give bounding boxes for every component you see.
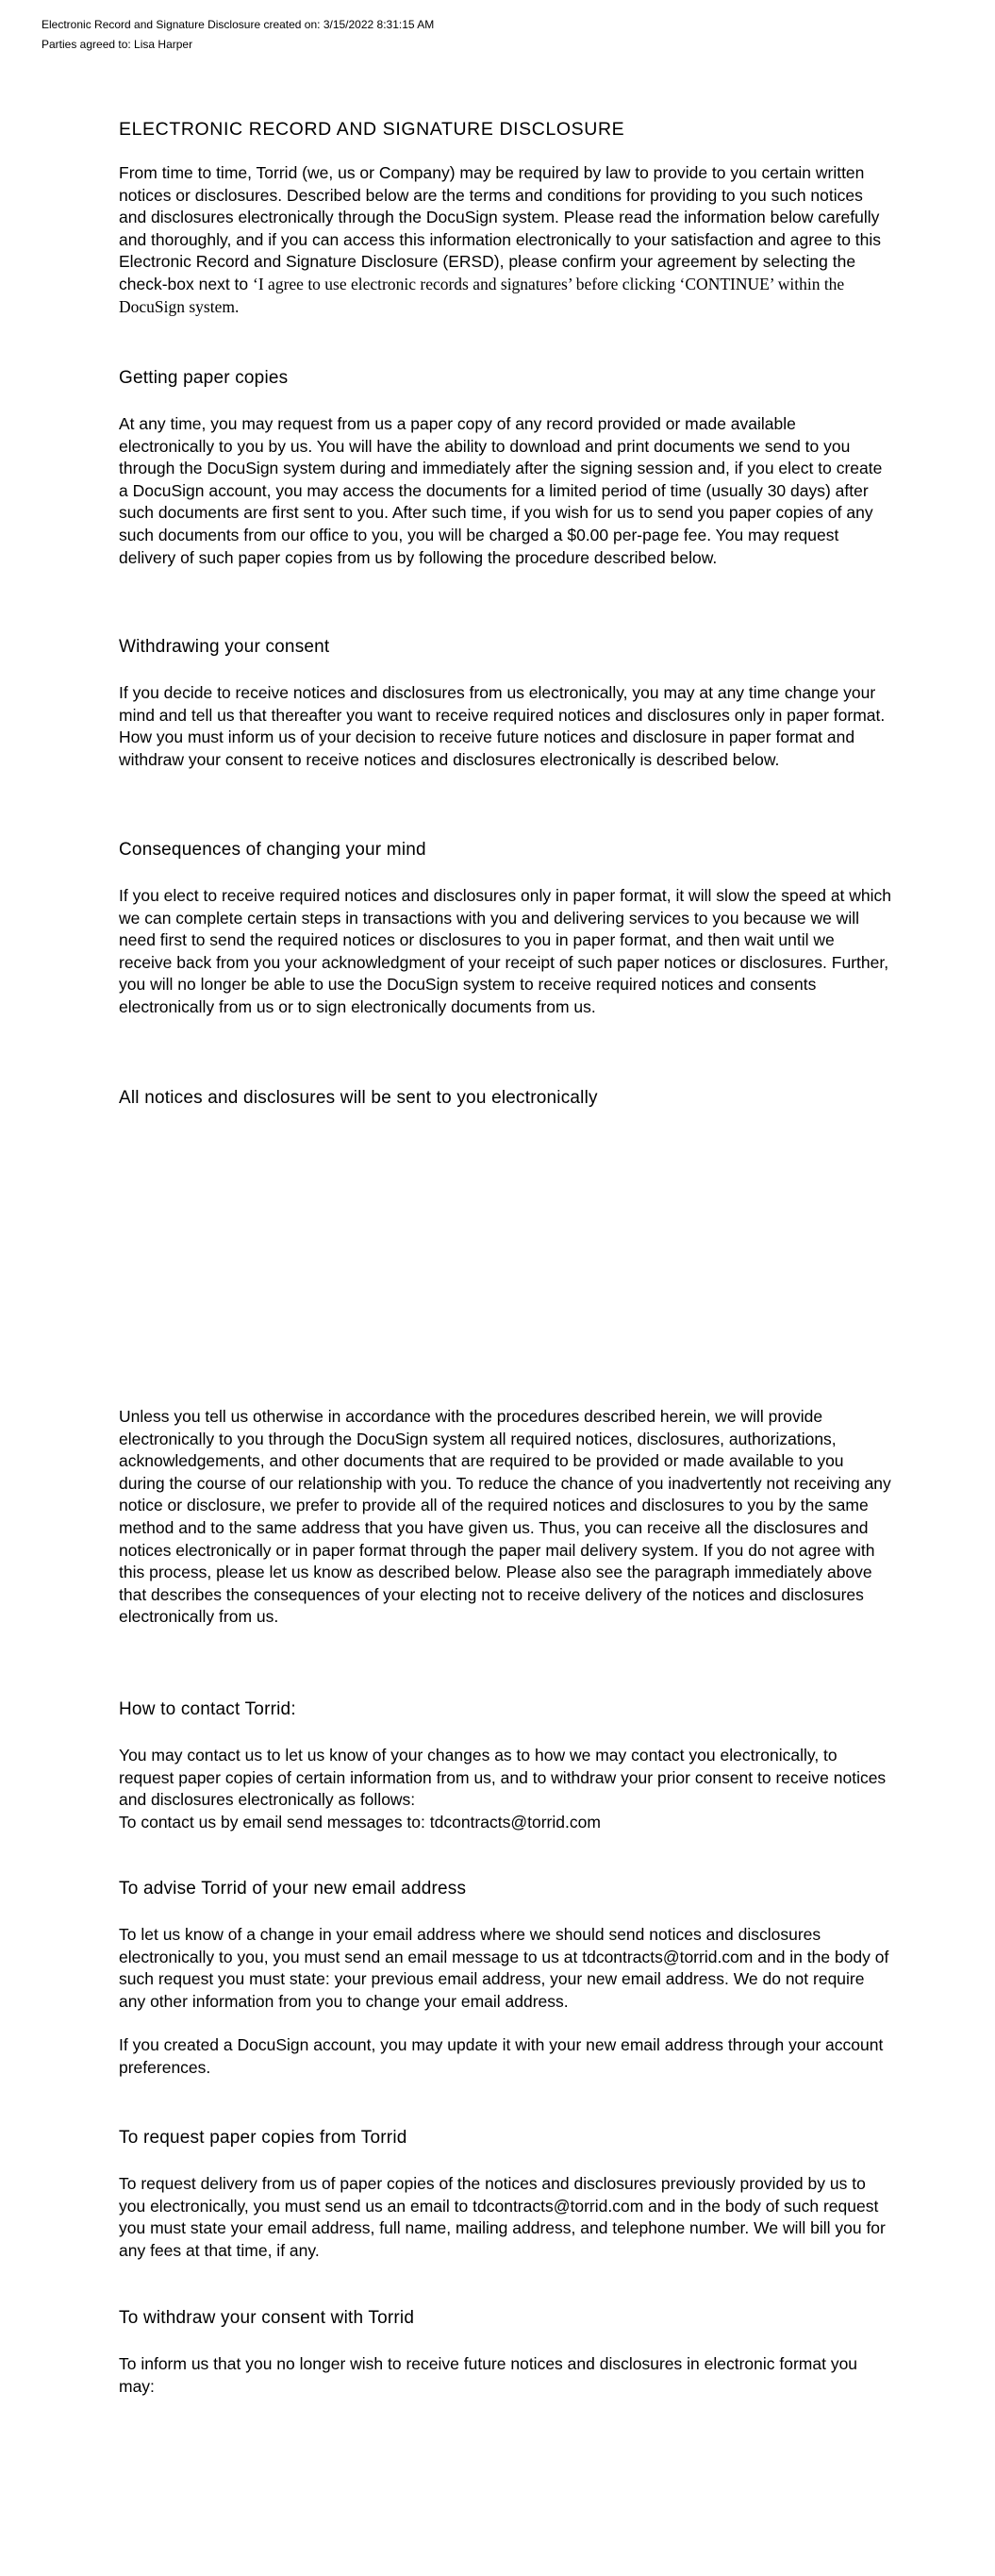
section-all-notices-body — [119, 1406, 892, 1629]
section-heading: Withdrawing your consent — [119, 637, 330, 657]
intro-section — [119, 162, 892, 318]
section-body: To inform us that you no longer wish to receive future notices and disclosures in electronic format you may: — [119, 2354, 858, 2396]
document-title-block — [119, 118, 892, 141]
section-body-secondary: If you created a DocuSign account, you may update it with your new email address through your account preferences. — [119, 2035, 884, 2077]
section-body: If you elect to receive required notices and disclosures only in paper format, it will slow the speed at which we can complete certain steps in transactions with you and delivering services to you because we will need first to send the required notices or disclosures to you in paper format, and then wait until we receive back from you your acknowledgment of your receipt of such paper notices or disclosures. Further, you will no longer be able to use the DocuSign system to receive required notices and consents electronically from us or to sign electronically documents from us. — [119, 886, 892, 1016]
section-consequences — [119, 839, 892, 1019]
section-body: To let us know of a change in your email address where we should send notices and disclosures electronically to you, you must send an email message to us at tdcontracts@torrid.com and in the body of such request you must state: your previous email address, your new email address. We do not require any other information from you to change your email address. — [119, 1925, 889, 2011]
section-heading: Consequences of changing your mind — [119, 840, 426, 860]
created-timestamp: Electronic Record and Signature Disclosure created on: 3/15/2022 8:31:15 AM — [41, 18, 435, 31]
document-title: ELECTRONIC RECORD AND SIGNATURE DISCLOSURE — [119, 119, 625, 140]
section-heading: To withdraw your consent with Torrid — [119, 2308, 415, 2328]
section-body: At any time, you may request from us a paper copy of any record provided or made available electronically to you by us. You will have the ability to download and print documents we send to you through the DocuSign system during and immediately after the signing session and, if you elect to create a DocuSign account, you may access the documents for a limited period of time (usually 30 days) after such documents are first sent to you. After such time, if you wish for us to send you paper copies of any such documents from our office to you, you will be charged a $0.00 per-page fee. You may request delivery of such paper copies from us by following the procedure described below. — [119, 414, 883, 567]
intro-text: From time to time, Torrid (we, us or Company) may be required by law to provide to you certain written notices or disclosures. Described below are the terms and conditions for providing to you such notices and disclosures electronically through the DocuSign system. Please read the information below carefully and thoroughly, and if you can access this information electronically to your satisfaction and agree to this Electronic Record and Signature Disclosure (ERSD), please confirm your agreement by selecting the check-box next to — [119, 163, 882, 293]
section-body: If you decide to receive notices and disclosures from us electronically, you may at any time change your mind and tell us that thereafter you want to receive required notices and disclosures only in paper format. How you must inform us of your decision to receive future notices and disclosure in paper format and withdraw your consent to receive notices and disclosures electronically is described below. — [119, 683, 886, 769]
section-heading: To request paper copies from Torrid — [119, 2128, 407, 2148]
section-body: You may contact us to let us know of your changes as to how we may contact you electronically, to request paper copies of certain information from us, and to withdraw your prior consent to receive notices and disclosures electronically as follows: — [119, 1746, 887, 1810]
contact-email-line: To contact us by email send messages to: tdcontracts@torrid.com — [119, 1812, 601, 1832]
section-request-paper — [119, 2127, 892, 2262]
section-heading: How to contact Torrid: — [119, 1699, 296, 1719]
section-paper-copies — [119, 367, 892, 569]
section-new-email — [119, 1878, 892, 2080]
intro-serif-text: ‘I agree to use electronic records and signatures’ before clicking ‘CONTINUE’ within the DocuSign system. — [119, 274, 845, 316]
section-body: To request delivery from us of paper copies of the notices and disclosures previously provided by us to you electronically, you must send us an email to tdcontracts@torrid.com and in the body of such request you must state your email address, full name, mailing address, and telephone number. We will bill you for any fees at that time, if any. — [119, 2174, 886, 2260]
section-all-notices — [119, 1087, 892, 1110]
section-contact — [119, 1698, 892, 1833]
section-heading: To advise Torrid of your new email address — [119, 1879, 467, 1899]
section-heading: All notices and disclosures will be sent to you electronically — [119, 1088, 598, 1108]
section-withdrawing — [119, 636, 892, 771]
section-body: Unless you tell us otherwise in accordance with the procedures described herein, we will provide electronically to you through the DocuSign system all required notices, disclosures, authorizations, acknowledgements, and other documents that are required to be provided or made available to you during the course of our relationship with you. To reduce the chance of you inadvertently not receiving any notice or disclosure, we prefer to provide all of the required notices and disclosures to you by the same method and to the same address that you have given us. Thus, you can receive all the disclosures and notices electronically or in paper format through the paper mail delivery system. If you do not agree with this process, please let us know as described below. Please also see the paragraph immediately above that describes the consequences of your electing not to receive delivery of the notices and disclosures electronically from us. — [119, 1407, 891, 1627]
section-withdraw-consent — [119, 2307, 892, 2398]
section-heading: Getting paper copies — [119, 368, 289, 388]
intro-paragraph — [119, 162, 892, 318]
parties-agreed: Parties agreed to: Lisa Harper — [41, 38, 193, 51]
